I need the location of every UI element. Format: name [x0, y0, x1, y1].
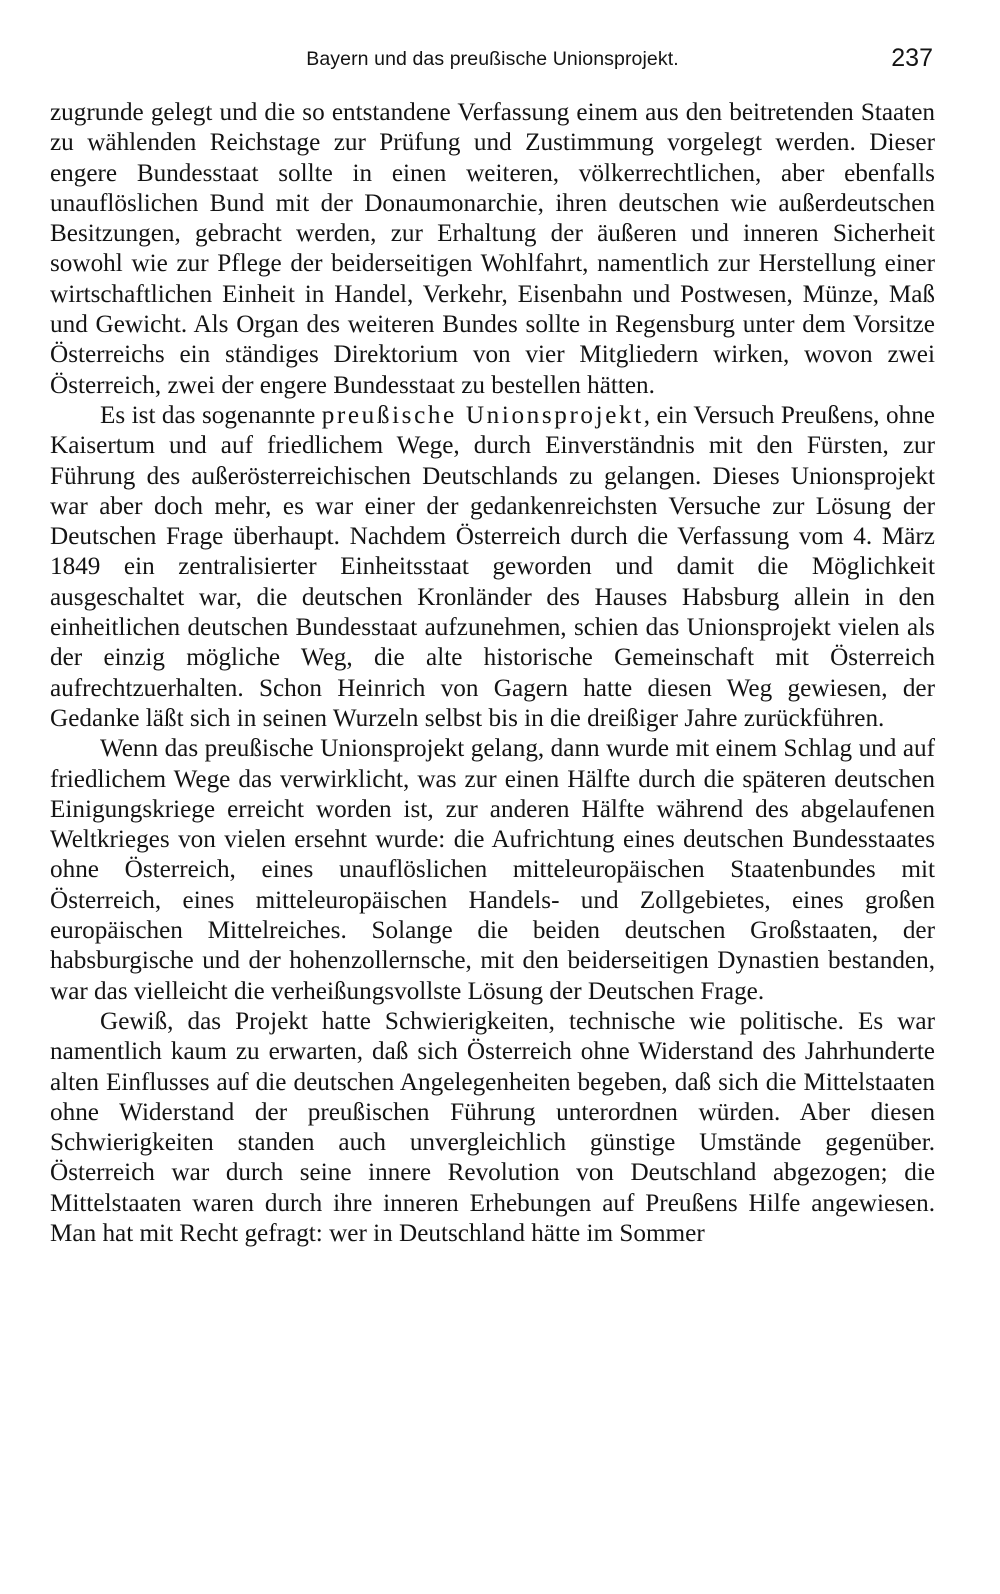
body-text: [50, 98, 935, 1249]
paragraph-unionsprojekt: [50, 401, 935, 734]
book-page: [50, 42, 935, 1249]
paragraph-schwierigkeiten: Gewiß, das Projekt hatte Schwierigkeiten, technische wie politische. Es war namentlich kaum zu erwarten, daß sich Österreich ohne Widerstand des Jahrhunderte alten Einflusses auf die deutschen Angelegenheiten begeben, daß sich die Mittelstaaten ohne Widerstand der preußischen Führung unterordnen würden. Aber diesen Schwierigkeiten standen auch unvergleichlich günstige Umstände gegenüber. Österreich war durch seine innere Revolution von Deutschland abgezogen; die Mittelstaaten waren durch ihre inneren Erhebungen auf Preußens Hilfe angewiesen. Man hat mit Recht gefragt: wer in Deutschland hätte im Sommer: [50, 1007, 935, 1247]
running-head: [50, 42, 935, 86]
running-title: Bayern und das preußische Unionsprojekt.: [306, 48, 679, 70]
paragraph-text: Es ist das sogenannte: [100, 401, 322, 429]
page-number: 237: [891, 44, 933, 72]
paragraph-continued: zugrunde gelegt und die so entstandene Verfassung einem aus den beitretenden Staaten zu wählenden Reichstage zur Prüfung und Zustimmung vorgelegt werden. Dieser engere Bundesstaat sollte in einen weiteren, völkerrechtlichen, aber ebenfalls unauflöslichen Bund mit der Donaumonarchie, ihren deutschen wie außerdeutschen Besitzungen, gebracht werden, zur Erhaltung der äußeren und inneren Sicherheit sowohl wie zur Pflege der beiderseitigen Wohlfahrt, namentlich zur Herstellung einer wirtschaftlichen Einheit in Handel, Verkehr, Eisenbahn und Postwesen, Münze, Maß und Gewicht. Als Organ des weiteren Bundes sollte in Regensburg unter dem Vorsitze Österreichs ein ständiges Direktorium von vier Mitgliedern wirken, wovon zwei Österreich, zwei der engere Bundesstaat zu bestellen hätten.: [50, 99, 935, 399]
paragraph-text: , ein Versuch Preußens, ohne Kaisertum und auf friedlichem Wege, durch Einverständnis mit den Fürsten, zur Führung des außerösterreichischen Deutschlands zu gelangen. Dieses Unionsprojekt war aber doch mehr, es war einer der gedankenreichsten Versuche zur Lösung der Deutschen Frage überhaupt. Nachdem Österreich durch die Verfassung vom 4. März 1849 ein zentralisierter Einheitsstaat geworden und damit die Möglichkeit ausgeschaltet war, die deutschen Kronländer des Hauses Habsburg allein in den einheitlichen deutschen Bundesstaat aufzunehmen, schien das Unionsprojekt vielen als der einzig mögliche Weg, die alte historische Gemeinschaft mit Österreich aufrechtzuerhalten. Schon Heinrich von Gagern hatte diesen Weg gewiesen, der Gedanke läßt sich in seinen Wurzeln selbst bis in die dreißiger Jahre zurückführen.: [50, 401, 935, 732]
paragraph-mitteleuropa: Wenn das preußische Unionsprojekt gelang, dann wurde mit einem Schlag und auf friedlichem Wege das verwirklicht, was zur einen Hälfte durch die späteren deutschen Einigungskriege erreicht worden ist, zur anderen Hälfte während des abgelaufenen Weltkrieges von vielen ersehnt wurde: die Aufrichtung eines deutschen Bundesstaates ohne Österreich, eines unauflöslichen mitteleuropäischen Staatenbundes mit Österreich, eines mitteleuropäischen Handels- und Zollgebietes, eines großen europäischen Mittelreiches. Solange die beiden deutschen Großstaaten, der habsburgische und der hohenzollernsche, mit den beiderseitigen Dynastien bestanden, war das vielleicht die verheißungsvollste Lösung der Deutschen Frage.: [50, 735, 935, 1005]
emphasis-spaced-text: preußische Unionsprojekt: [321, 401, 644, 429]
